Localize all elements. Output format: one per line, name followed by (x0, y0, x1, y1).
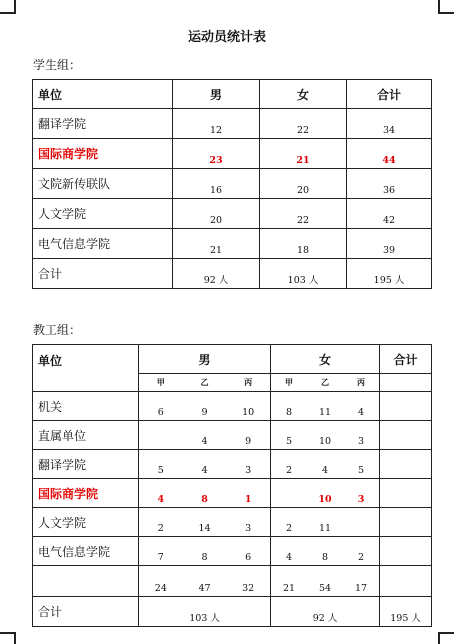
staff-row (33, 566, 432, 597)
student-row-name: 文院新传联队 (33, 169, 173, 199)
staff-header-row (33, 345, 432, 374)
corner-mark-top-right-v (438, 0, 440, 14)
header-male: 男 (173, 80, 260, 109)
staff-table (32, 344, 432, 627)
student-row-name: 电气信息学院 (33, 229, 173, 259)
staff-row (33, 392, 432, 421)
staff-row-female-values (271, 537, 380, 566)
staff-value-female: 8 (322, 552, 329, 563)
staff-total-label: 合计 (33, 597, 139, 627)
staff-row-name: 机关 (33, 392, 139, 421)
student-row-female: 22 (260, 199, 347, 229)
sub-bing: 丙 (357, 378, 366, 387)
staff-value-male: 32 (242, 583, 255, 594)
staff-row-total (380, 566, 432, 597)
student-row-total: 36 (347, 169, 432, 199)
staff-value-male: 10 (242, 407, 255, 418)
corner-mark-top-left-v (14, 0, 16, 14)
student-section-label: 学生组： (33, 58, 82, 72)
staff-value-male: 8 (201, 552, 208, 563)
sub-yi: 乙 (200, 378, 209, 387)
staff-row (33, 421, 432, 450)
staff-row-male-values (139, 392, 271, 421)
staff-row-female-values (271, 450, 380, 479)
staff-value-male: 9 (245, 436, 252, 447)
student-header-row (33, 80, 432, 109)
staff-row-name (33, 566, 139, 597)
staff-male-sub-cell (139, 374, 271, 392)
corner-mark-bottom-left-h (0, 632, 14, 634)
staff-value-male: 14 (198, 523, 211, 534)
staff-row-total (380, 537, 432, 566)
header-unit: 单位 (33, 80, 173, 109)
staff-value-female: 4 (322, 465, 329, 476)
sub-bing: 丙 (244, 378, 253, 387)
staff-value-male: 7 (157, 552, 164, 563)
corner-mark-bottom-right-h (440, 632, 454, 634)
staff-row-female-values (271, 421, 380, 450)
student-row-name: 人文学院 (33, 199, 173, 229)
staff-value-male: 6 (245, 552, 252, 563)
staff-total-male: 103 人 (139, 597, 271, 627)
student-row-male: 12 (173, 109, 260, 139)
student-row-male: 16 (173, 169, 260, 199)
staff-row-name: 国际商学院 (33, 479, 139, 508)
student-row-total: 39 (347, 229, 432, 259)
sub-jia: 甲 (156, 378, 165, 387)
student-row-total: 34 (347, 109, 432, 139)
staff-value-female: 10 (318, 436, 332, 447)
staff-female-sub-cell (271, 374, 380, 392)
header-total: 合计 (347, 80, 432, 109)
student-row (33, 199, 432, 229)
student-row-male: 21 (173, 229, 260, 259)
staff-sub-total-empty (380, 374, 432, 392)
student-total-female: 103 人 (260, 259, 347, 289)
student-row-female: 21 (260, 139, 347, 169)
sub-yi: 乙 (321, 378, 330, 387)
staff-value-male: 1 (244, 494, 252, 505)
staff-value-male: 9 (201, 407, 208, 418)
staff-header-male: 男 (139, 345, 271, 374)
student-row (33, 169, 432, 199)
staff-row-name: 电气信息学院 (33, 537, 139, 566)
staff-row (33, 508, 432, 537)
staff-total-female: 92 人 (271, 597, 380, 627)
student-total-row (33, 259, 432, 289)
page-title: 运动员统计表 (187, 30, 266, 45)
student-row-total: 44 (347, 139, 432, 169)
staff-row-name: 人文学院 (33, 508, 139, 537)
header-female: 女 (260, 80, 347, 109)
staff-row (33, 450, 432, 479)
staff-total-sum: 195 人 (380, 597, 432, 627)
corner-mark-top-left-h (0, 12, 14, 14)
staff-row-female-values (271, 508, 380, 537)
staff-value-female: 11 (318, 407, 332, 418)
staff-row-total (380, 421, 432, 450)
staff-row-total (380, 479, 432, 508)
staff-value-female: 11 (318, 523, 332, 534)
student-table (32, 79, 432, 289)
staff-row-name: 翻译学院 (33, 450, 139, 479)
staff-header-female: 女 (271, 345, 380, 374)
staff-row (33, 479, 432, 508)
corner-mark-bottom-right-v (438, 632, 440, 644)
staff-value-male: 8 (201, 494, 208, 505)
staff-value-male: 4 (201, 465, 208, 476)
student-total-male: 92 人 (173, 259, 260, 289)
staff-row-female-values (271, 392, 380, 421)
staff-value-female: 4 (358, 407, 365, 418)
staff-value-female: 8 (286, 407, 293, 418)
staff-value-female: 17 (354, 583, 368, 594)
student-row-total: 42 (347, 199, 432, 229)
staff-value-male: 3 (245, 523, 252, 534)
corner-mark-top-right-h (440, 12, 454, 14)
staff-value-female: 3 (357, 494, 365, 505)
staff-value-male: 24 (154, 583, 167, 594)
staff-row-name: 直属单位 (33, 421, 139, 450)
staff-value-male: 47 (198, 583, 211, 594)
staff-row-male-values (139, 537, 271, 566)
staff-row-male-values (139, 566, 271, 597)
staff-value-male: 5 (157, 465, 164, 476)
student-row-female: 20 (260, 169, 347, 199)
staff-value-female: 5 (358, 465, 365, 476)
staff-value-female: 2 (358, 552, 365, 563)
staff-value-female: 2 (286, 465, 293, 476)
student-row-name: 翻译学院 (33, 109, 173, 139)
staff-row-male-values (139, 450, 271, 479)
student-row (33, 139, 432, 169)
staff-row-female-values (271, 479, 380, 508)
staff-value-female: 2 (286, 523, 293, 534)
student-total-label: 合计 (33, 259, 173, 289)
student-row-female: 18 (260, 229, 347, 259)
corner-mark-bottom-left-v (14, 632, 16, 644)
staff-row-female-values (271, 566, 380, 597)
staff-row-male-values (139, 421, 271, 450)
staff-row-total (380, 508, 432, 537)
staff-row-male-values (139, 479, 271, 508)
sub-jia: 甲 (285, 378, 294, 387)
staff-value-female: 21 (282, 583, 296, 594)
staff-value-male: 3 (245, 465, 252, 476)
staff-value-female: 10 (318, 494, 332, 505)
student-row-male: 20 (173, 199, 260, 229)
staff-value-female: 3 (358, 436, 365, 447)
staff-value-male: 4 (201, 436, 208, 447)
staff-row-total (380, 392, 432, 421)
staff-value-female: 4 (286, 552, 293, 563)
staff-value-male: 6 (157, 407, 164, 418)
student-row-male: 23 (173, 139, 260, 169)
staff-header-total: 合计 (380, 345, 432, 374)
student-total-sum: 195 人 (347, 259, 432, 289)
staff-section-label: 教工组： (33, 323, 82, 337)
staff-row-male-values (139, 508, 271, 537)
staff-row-total (380, 450, 432, 479)
staff-value-female: 5 (286, 436, 293, 447)
staff-header-unit: 单位 (33, 345, 139, 392)
staff-value-male: 4 (157, 494, 165, 505)
student-row-name: 国际商学院 (33, 139, 173, 169)
student-row (33, 109, 432, 139)
staff-value-female: 54 (318, 583, 332, 594)
student-row-female: 22 (260, 109, 347, 139)
student-row (33, 229, 432, 259)
staff-total-row (33, 597, 432, 627)
staff-value-male: 2 (157, 523, 164, 534)
staff-row (33, 537, 432, 566)
